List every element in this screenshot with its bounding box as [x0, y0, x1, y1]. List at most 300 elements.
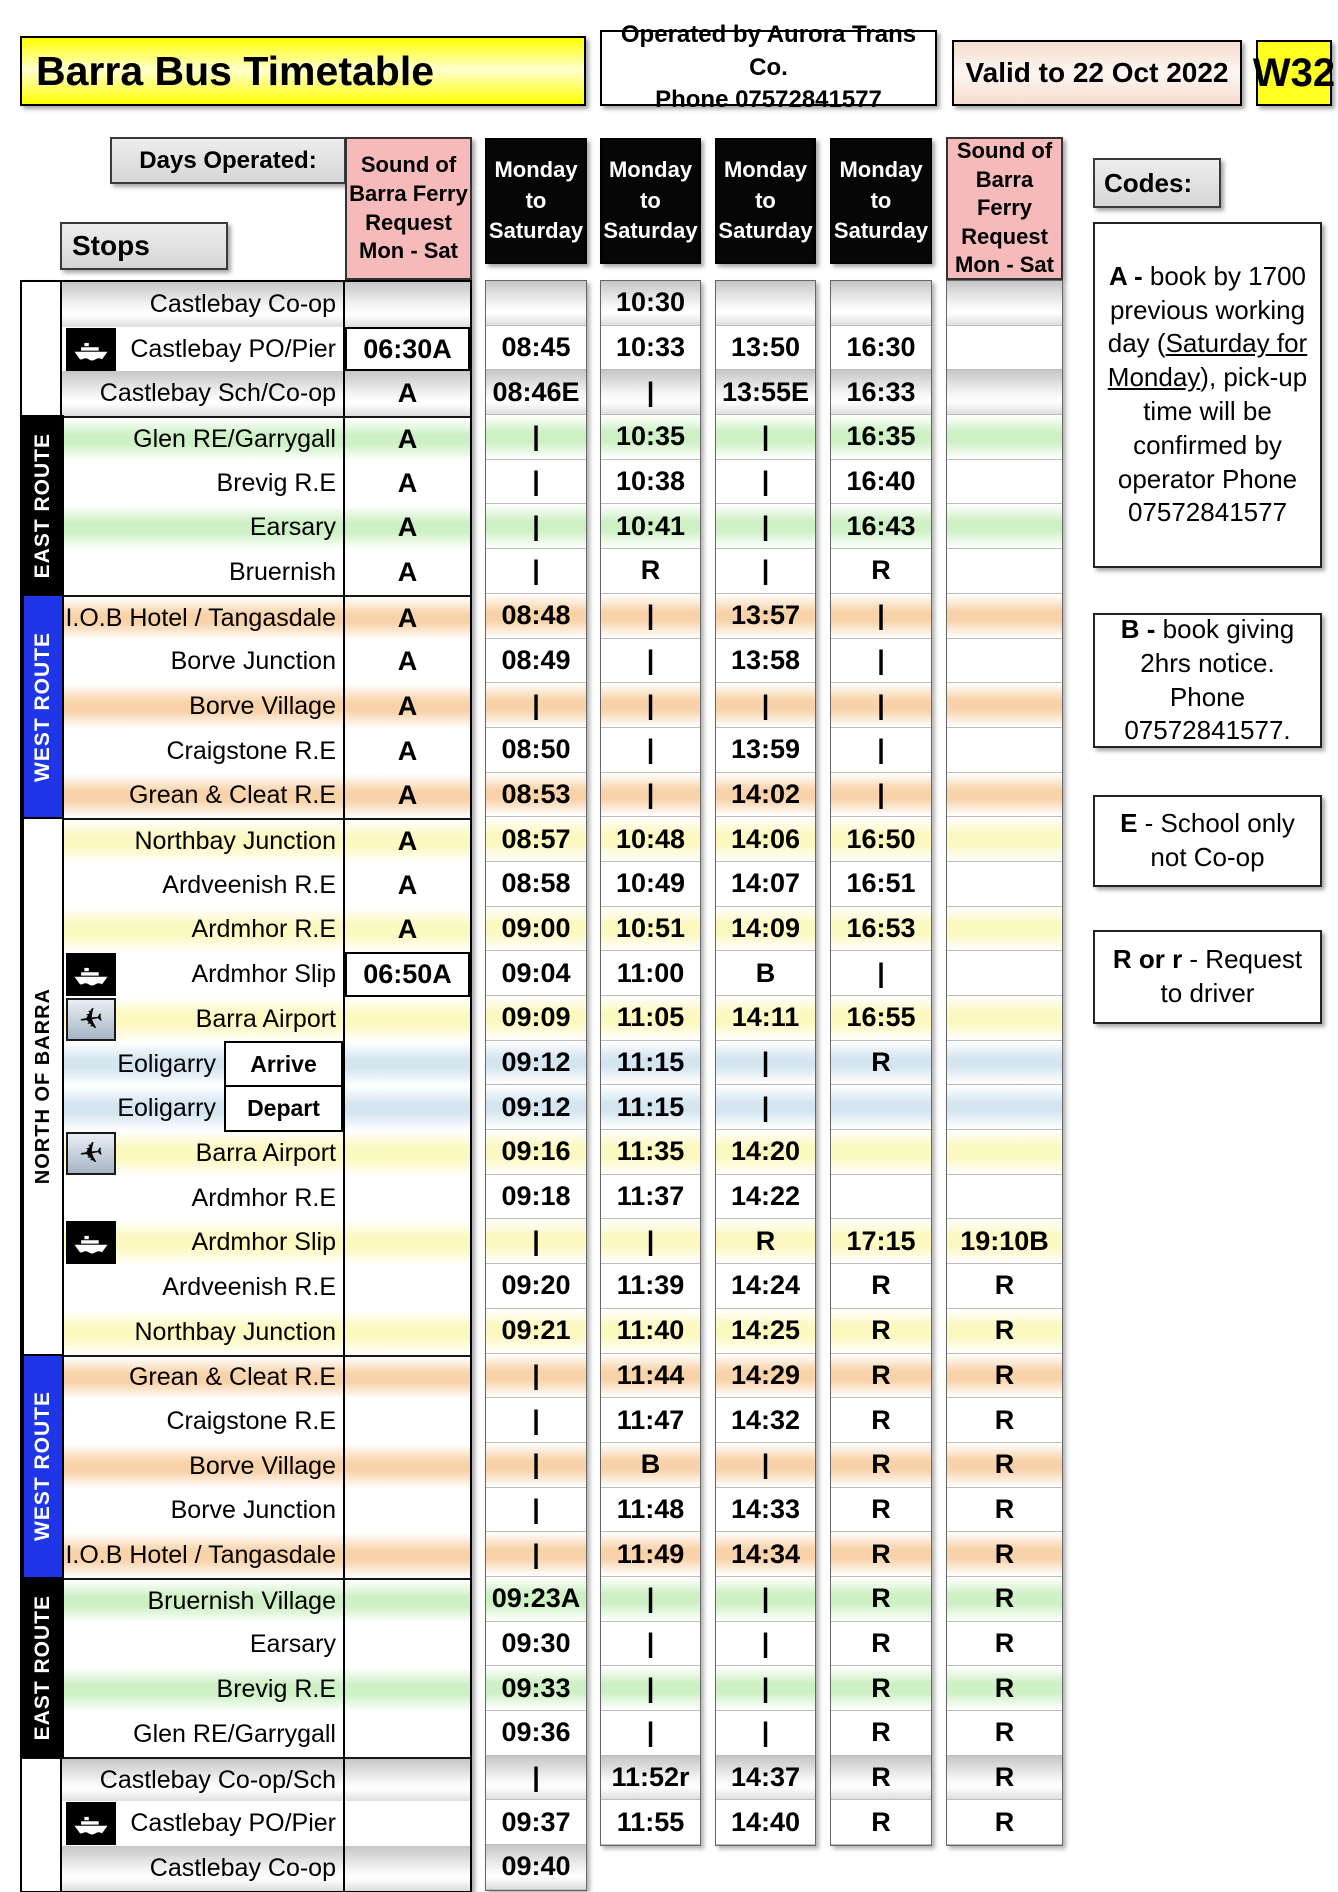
time-cell: | — [831, 683, 931, 728]
time-cell: | — [486, 1532, 586, 1577]
time-cell: 10:49 — [601, 862, 700, 907]
stop-name: Craigstone R.E — [166, 1407, 336, 1436]
stop-cell — [62, 1042, 345, 1087]
stop-name: Bruernish Village — [147, 1586, 336, 1615]
time-cell: R — [947, 1800, 1062, 1845]
arrive-depart-box: Arrive — [224, 1041, 343, 1088]
time-column-2 — [600, 280, 701, 1846]
time-cell: R — [947, 1577, 1062, 1622]
time-cell — [486, 281, 586, 326]
stop-cell — [62, 1265, 345, 1310]
code-e-box — [1093, 795, 1322, 887]
time-cell: 14:25 — [716, 1309, 815, 1354]
timetable-row — [22, 1042, 470, 1087]
time-cell: 13:58 — [716, 639, 815, 684]
time-cell: 14:02 — [716, 773, 815, 818]
stop-cell — [62, 774, 345, 819]
ferry-request-cell — [345, 282, 470, 327]
stop-name: I.O.B Hotel / Tangasdale — [65, 603, 336, 632]
time-cell: R — [831, 1532, 931, 1577]
time-cell: 08:53 — [486, 773, 586, 818]
time-cell: R — [831, 1309, 931, 1354]
time-cell: | — [601, 370, 700, 415]
time-cell: 14:22 — [716, 1175, 815, 1220]
time-cell — [947, 728, 1062, 773]
time-cell: | — [601, 1219, 700, 1264]
time-cell: 13:50 — [716, 326, 815, 371]
time-cell: | — [716, 415, 815, 460]
code-b-box — [1093, 613, 1322, 748]
stop-cell — [62, 729, 345, 774]
stop-cell — [62, 1489, 345, 1534]
stops-table — [20, 280, 472, 1892]
time-cell — [947, 281, 1062, 326]
time-cell: 08:46E — [486, 370, 586, 415]
time-cell: B — [716, 951, 815, 996]
timetable-row — [22, 1623, 470, 1668]
time-cell: 08:58 — [486, 862, 586, 907]
time-cell: R — [831, 1800, 931, 1845]
timetable-row — [22, 416, 470, 461]
time-cell: 10:35 — [601, 415, 700, 460]
time-cell: 17:15 — [831, 1219, 931, 1264]
stop-name: Northbay Junction — [134, 827, 336, 856]
stop-name: Bruernish — [229, 557, 336, 586]
ferry-request-cell — [345, 1801, 470, 1846]
time-cell — [947, 907, 1062, 952]
time-cell: | — [601, 728, 700, 773]
time-cell: | — [601, 1711, 700, 1756]
stop-name: Glen RE/Garrygall — [133, 1719, 336, 1748]
time-cell: | — [716, 1666, 815, 1711]
ferry-request-cell: A — [345, 820, 470, 863]
time-cell: 14:37 — [716, 1756, 815, 1801]
time-cell: R — [947, 1309, 1062, 1354]
time-cell: 11:49 — [601, 1532, 700, 1577]
page-title: Barra Bus Timetable — [20, 36, 586, 106]
time-cell — [947, 504, 1062, 549]
timetable-row — [22, 1846, 470, 1891]
ferry-request-cell — [345, 1712, 470, 1757]
operator-info-box — [600, 21, 937, 114]
time-cell: 08:49 — [486, 639, 586, 684]
time-cell — [947, 415, 1062, 460]
timetable-row — [22, 1533, 470, 1578]
time-cell: 14:29 — [716, 1354, 815, 1399]
time-cell: 11:44 — [601, 1354, 700, 1399]
time-cell: R — [947, 1532, 1062, 1577]
time-cell: R — [831, 1398, 931, 1443]
time-cell: R — [831, 1354, 931, 1399]
time-cell: 14:32 — [716, 1398, 815, 1443]
route-band-west-route: WEST ROUTE — [22, 1354, 64, 1579]
time-cell — [947, 773, 1062, 818]
time-cell: 09:16 — [486, 1130, 586, 1175]
time-cell: R — [947, 1756, 1062, 1801]
ferry-request-cell: A — [345, 505, 470, 550]
time-cell: 10:51 — [601, 907, 700, 952]
timetable-row — [22, 729, 470, 774]
stop-cell — [62, 1086, 345, 1131]
time-cell — [831, 1175, 931, 1220]
ferry-request-cell — [345, 1220, 470, 1265]
time-cell — [947, 862, 1062, 907]
timetable-row — [22, 1801, 470, 1846]
ferry-request-cell: A — [345, 461, 470, 506]
time-cell: 09:18 — [486, 1175, 586, 1220]
validity-box: Valid to 22 Oct 2022 — [952, 40, 1242, 106]
stop-cell — [62, 684, 345, 729]
stop-name: Earsary — [249, 513, 336, 542]
stop-name: Castlebay Co-op — [149, 1853, 336, 1882]
code-a-box — [1093, 222, 1322, 568]
route-band-lane — [22, 282, 62, 327]
timetable-row — [22, 371, 470, 416]
operator-phone: Phone 07572841577 — [655, 86, 882, 114]
time-cell: | — [486, 504, 586, 549]
week-code-badge: W32 — [1256, 40, 1332, 106]
ferry-request-cell: A — [345, 418, 470, 461]
time-cell — [947, 1175, 1062, 1220]
time-cell: R — [947, 1354, 1062, 1399]
time-cell: 09:36 — [486, 1711, 586, 1756]
time-cell: 08:45 — [486, 326, 586, 371]
time-cell: R — [947, 1488, 1062, 1533]
ferry-request-cell — [345, 1489, 470, 1534]
stop-name: I.O.B Hotel / Tangasdale — [65, 1541, 336, 1570]
route-band-lane — [22, 327, 62, 372]
time-cell: | — [831, 639, 931, 684]
time-cell: R — [831, 1622, 931, 1667]
time-column-4 — [830, 280, 932, 1846]
stops-label: Stops — [60, 222, 228, 270]
time-column-5 — [946, 280, 1063, 1846]
time-cell: | — [716, 460, 815, 505]
stop-name: Castlebay PO/Pier — [130, 334, 336, 363]
time-cell — [947, 370, 1062, 415]
time-cell: | — [601, 594, 700, 639]
time-cell: R — [831, 1488, 931, 1533]
time-cell: 16:35 — [831, 415, 931, 460]
timetable-row — [22, 1712, 470, 1757]
stop-cell — [62, 908, 345, 953]
time-cell: 14:33 — [716, 1488, 815, 1533]
time-cell — [716, 281, 815, 326]
codes-label: Codes: — [1093, 158, 1221, 208]
code-a-text: A - book by 1700 previous working day (Saturday for Monday), pick-up time will be confirmed by operator Phone 07572841577 — [1107, 260, 1308, 528]
timetable-row — [22, 1757, 470, 1802]
ferry-request-cell: 06:50A — [345, 952, 470, 997]
timetable-row — [22, 1310, 470, 1355]
time-cell: 09:12 — [486, 1085, 586, 1130]
airplane-icon: ✈ — [66, 1132, 116, 1175]
ferry-request-cell — [345, 1265, 470, 1310]
days-operated-label: Days Operated: — [110, 137, 346, 184]
time-cell: R — [831, 1041, 931, 1086]
time-cell: 09:21 — [486, 1309, 586, 1354]
stop-name: Barra Airport — [195, 1138, 336, 1167]
time-cell: 08:48 — [486, 594, 586, 639]
stop-cell — [62, 820, 345, 863]
time-cell: 11:05 — [601, 996, 700, 1041]
time-cell: | — [716, 1622, 815, 1667]
time-cell — [831, 1130, 931, 1175]
time-cell: | — [486, 683, 586, 728]
time-cell: 11:15 — [601, 1041, 700, 1086]
timetable-row — [22, 997, 470, 1042]
time-cell — [947, 683, 1062, 728]
ferry-request-cell — [345, 1580, 470, 1623]
ferry-request-cell — [345, 1533, 470, 1578]
time-cell: | — [716, 549, 815, 594]
timetable-row — [22, 774, 470, 819]
time-cell: | — [716, 1711, 815, 1756]
time-cell: | — [716, 1577, 815, 1622]
timetable-row — [22, 1220, 470, 1265]
time-cell: 13:55E — [716, 370, 815, 415]
time-cell: 16:30 — [831, 326, 931, 371]
airplane-icon: ✈ — [66, 998, 116, 1041]
stop-cell — [62, 1712, 345, 1757]
time-cell: R — [831, 1711, 931, 1756]
ferry-request-cell — [345, 1310, 470, 1355]
time-cell: 14:11 — [716, 996, 815, 1041]
stop-name: Grean & Cleat R.E — [128, 781, 336, 810]
time-cell: R — [831, 1577, 931, 1622]
arrive-depart-box: Depart — [224, 1085, 343, 1132]
time-cell: | — [601, 773, 700, 818]
time-cell: | — [486, 1488, 586, 1533]
route-band-east-route: EAST ROUTE — [22, 1577, 64, 1758]
stop-cell — [62, 1580, 345, 1623]
time-cell: 19:10B — [947, 1219, 1062, 1264]
stop-name: Borve Village — [189, 692, 336, 721]
ferry-request-cell — [345, 1623, 470, 1668]
time-cell: 16:33 — [831, 370, 931, 415]
time-cell: 14:07 — [716, 862, 815, 907]
time-cell: 09:40 — [486, 1845, 586, 1890]
time-cell: 08:57 — [486, 817, 586, 862]
time-cell — [831, 281, 931, 326]
ferry-request-cell: A — [345, 863, 470, 908]
timetable-row — [22, 684, 470, 729]
stop-cell — [62, 863, 345, 908]
time-cell: 09:23A — [486, 1577, 586, 1622]
time-cell — [947, 1130, 1062, 1175]
route-band-lane — [22, 371, 62, 416]
time-cell: | — [716, 1085, 815, 1130]
timetable-row — [22, 640, 470, 685]
stop-cell — [62, 461, 345, 506]
time-cell: | — [601, 1577, 700, 1622]
time-cell: 11:48 — [601, 1488, 700, 1533]
time-cell: 11:15 — [601, 1085, 700, 1130]
time-cell — [947, 639, 1062, 684]
timetable-row — [22, 863, 470, 908]
stop-name: Borve Junction — [170, 1496, 336, 1525]
time-cell: 16:50 — [831, 817, 931, 862]
time-cell — [947, 951, 1062, 996]
stop-name: Glen RE/Garrygall — [133, 424, 336, 453]
time-cell: | — [831, 728, 931, 773]
ferry-icon — [66, 953, 116, 996]
code-e-text: E - School only not Co-op — [1120, 808, 1295, 872]
time-cell — [947, 996, 1062, 1041]
time-cell: R — [947, 1666, 1062, 1711]
time-cell: | — [831, 594, 931, 639]
time-cell: B — [601, 1443, 700, 1488]
time-cell: | — [716, 1443, 815, 1488]
stop-name: Brevig R.E — [216, 468, 336, 497]
ferry-request-cell — [345, 1846, 470, 1891]
time-cell — [947, 549, 1062, 594]
ferry-request-cell — [345, 1357, 470, 1400]
timetable-row — [22, 1399, 470, 1444]
stop-cell — [62, 1533, 345, 1578]
time-cell: | — [486, 1354, 586, 1399]
stop-name: Ardmhor Slip — [191, 1228, 336, 1257]
time-cell: R — [947, 1622, 1062, 1667]
column-header-mon-sat-4: Monday to Saturday — [830, 138, 932, 264]
timetable-row — [22, 952, 470, 997]
time-cell: | — [486, 415, 586, 460]
time-cell: R — [831, 1264, 931, 1309]
time-cell: 16:43 — [831, 504, 931, 549]
stop-cell — [62, 505, 345, 550]
ferry-request-cell: A — [345, 597, 470, 640]
stop-name: Eoligarry — [117, 1094, 216, 1123]
column-header-mon-sat-1: Monday to Saturday — [485, 138, 587, 264]
timetable-row — [22, 1578, 470, 1623]
stop-cell — [62, 1623, 345, 1668]
time-cell: | — [716, 504, 815, 549]
time-cell: | — [486, 1756, 586, 1801]
stop-name: Ardveenish R.E — [162, 1272, 336, 1301]
time-cell: 10:48 — [601, 817, 700, 862]
time-cell: 14:06 — [716, 817, 815, 862]
time-cell: 10:41 — [601, 504, 700, 549]
stop-name: Borve Junction — [170, 647, 336, 676]
column-header-ferry-request-left: Sound of Barra Ferry Request Mon - Sat — [345, 137, 472, 280]
stop-cell — [62, 1759, 345, 1802]
time-cell: | — [601, 1622, 700, 1667]
time-cell: 09:09 — [486, 996, 586, 1041]
time-cell: 10:38 — [601, 460, 700, 505]
code-r-box — [1093, 930, 1322, 1024]
stop-name: Barra Airport — [195, 1004, 336, 1033]
timetable-row — [22, 1265, 470, 1310]
code-r-text: R or r - Request to driver — [1112, 944, 1303, 1008]
ferry-request-cell — [345, 1444, 470, 1489]
route-band-east-route: EAST ROUTE — [22, 415, 64, 596]
time-cell: R — [947, 1398, 1062, 1443]
time-cell: 11:35 — [601, 1130, 700, 1175]
time-cell — [947, 594, 1062, 639]
time-cell: | — [831, 951, 931, 996]
time-cell: 14:40 — [716, 1800, 815, 1845]
time-cell: 14:20 — [716, 1130, 815, 1175]
time-cell: 14:09 — [716, 907, 815, 952]
time-cell: 16:51 — [831, 862, 931, 907]
time-cell: | — [486, 1398, 586, 1443]
stop-name: Ardmhor Slip — [191, 960, 336, 989]
ferry-request-cell — [345, 997, 470, 1042]
route-band-west-route: WEST ROUTE — [22, 594, 64, 819]
ferry-request-cell: 06:30A — [345, 327, 470, 372]
stop-name: Craigstone R.E — [166, 736, 336, 765]
stop-name: Eoligarry — [117, 1049, 216, 1078]
ferry-request-cell: A — [345, 640, 470, 685]
column-header-mon-sat-2: Monday to Saturday — [600, 138, 701, 264]
timetable-row — [22, 1355, 470, 1400]
ferry-icon — [66, 1221, 116, 1264]
time-cell: | — [601, 1666, 700, 1711]
time-cell — [831, 1085, 931, 1130]
ferry-request-cell — [345, 1667, 470, 1712]
stop-name: Ardmhor R.E — [191, 1183, 336, 1212]
time-cell: R — [831, 549, 931, 594]
stop-name: Castlebay Co-op/Sch — [99, 1765, 336, 1794]
stop-cell — [62, 282, 345, 327]
timetable-row — [22, 1444, 470, 1489]
timetable-row — [22, 461, 470, 506]
timetable-row — [22, 908, 470, 953]
ferry-request-cell — [345, 1086, 470, 1131]
stop-cell — [62, 1176, 345, 1221]
time-cell: 10:30 — [601, 281, 700, 326]
time-cell: | — [831, 773, 931, 818]
stop-name: Borve Village — [189, 1451, 336, 1480]
time-cell — [947, 326, 1062, 371]
ferry-request-cell: A — [345, 908, 470, 953]
timetable-row — [22, 1667, 470, 1712]
stop-name: Brevig R.E — [216, 1675, 336, 1704]
time-cell: R — [947, 1264, 1062, 1309]
time-cell: 16:53 — [831, 907, 931, 952]
time-cell: 09:30 — [486, 1622, 586, 1667]
time-cell: 09:33 — [486, 1666, 586, 1711]
time-column-1 — [485, 280, 587, 1891]
route-band-lane — [22, 1801, 62, 1846]
time-cell: | — [601, 683, 700, 728]
time-cell — [947, 1041, 1062, 1086]
ferry-request-cell: A — [345, 550, 470, 595]
stop-cell — [62, 1310, 345, 1355]
time-cell — [947, 1085, 1062, 1130]
ferry-icon — [66, 1802, 116, 1845]
time-cell: 11:47 — [601, 1398, 700, 1443]
stop-name: Grean & Cleat R.E — [128, 1363, 336, 1392]
timetable-row — [22, 505, 470, 550]
timetable-row — [22, 550, 470, 595]
stop-name: Castlebay PO/Pier — [130, 1809, 336, 1838]
stop-cell — [62, 1444, 345, 1489]
route-band-north-of-barra: NORTH OF BARRA — [22, 817, 64, 1355]
time-cell — [947, 460, 1062, 505]
timetable-row — [22, 1489, 470, 1534]
time-cell: 08:50 — [486, 728, 586, 773]
time-cell: 11:55 — [601, 1800, 700, 1845]
time-cell: 10:33 — [601, 326, 700, 371]
ferry-request-cell: A — [345, 684, 470, 729]
time-cell: 13:57 — [716, 594, 815, 639]
column-header-ferry-request-right: Sound of Barra Ferry Request Mon - Sat — [946, 137, 1063, 280]
ferry-request-cell — [345, 1131, 470, 1176]
time-cell: R — [716, 1219, 815, 1264]
stop-cell — [62, 418, 345, 461]
stop-name: Earsary — [249, 1630, 336, 1659]
time-cell — [947, 817, 1062, 862]
